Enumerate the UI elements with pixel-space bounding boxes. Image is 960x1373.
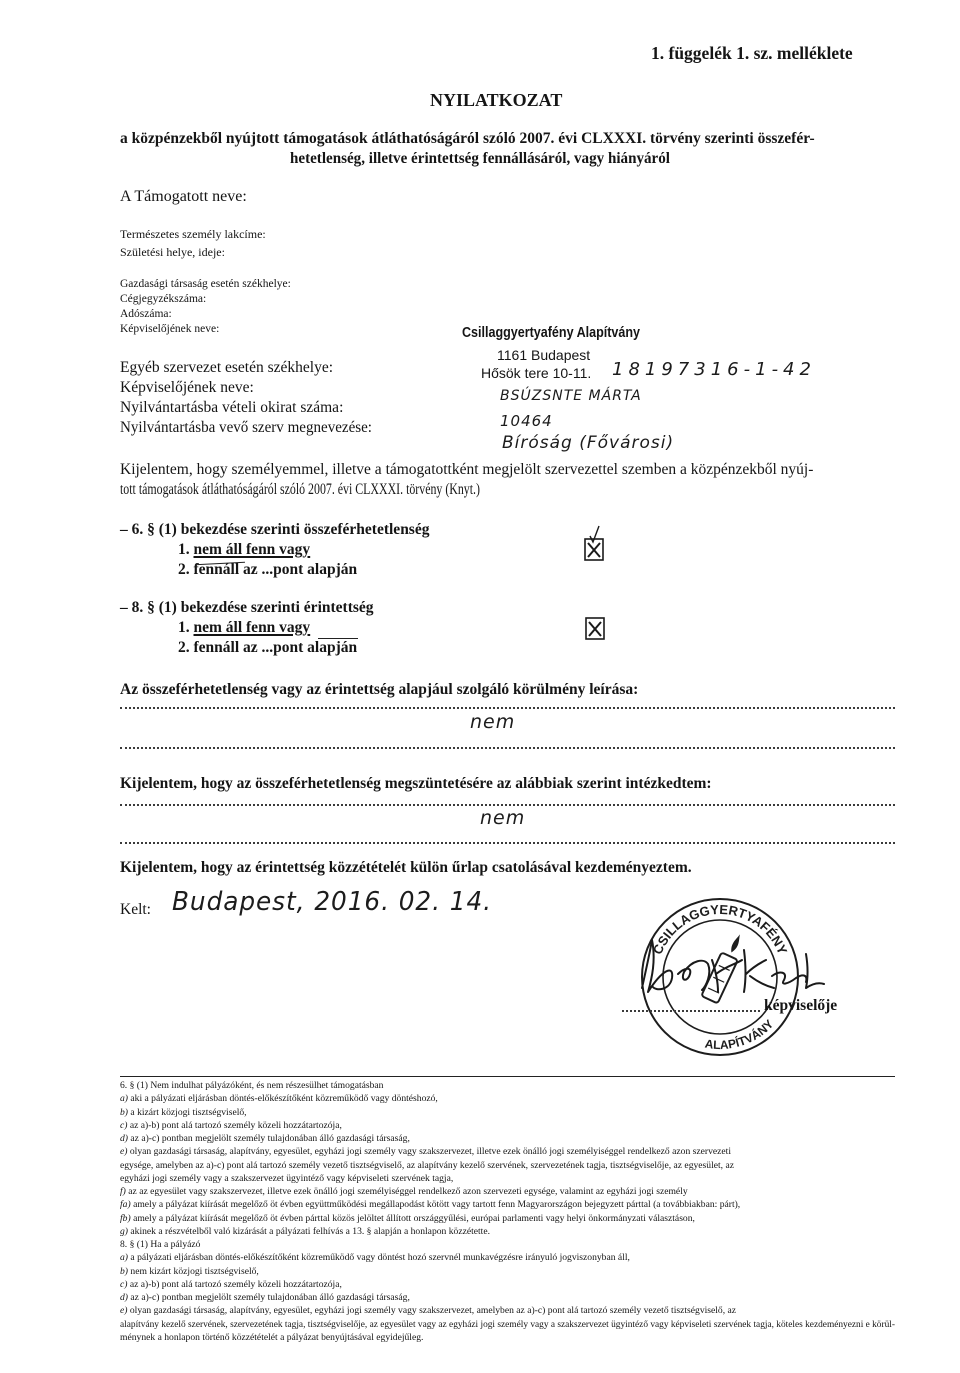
subtitle-line-2: hetetlenség, illetve érintettség fennállásáról, vagy hiányáról [290, 150, 670, 167]
signature-dotted-line [622, 1010, 760, 1012]
registration-document-label: Nyilvántartásba vételi okirat száma: [120, 399, 344, 416]
footnote-label: d) [120, 1133, 128, 1144]
measures-answer-handwritten: nem [480, 807, 526, 829]
footnote-separator [120, 1076, 895, 1077]
footnote-line [120, 1106, 247, 1119]
section-8-option-1-number: 1. [178, 619, 190, 636]
section-6-heading: – 6. § (1) bekezdése szerinti összeférhetetlenség [120, 521, 430, 538]
footnote-line [120, 1185, 688, 1198]
declaration-line-1: Kijelentem, hogy személyemmel, illetve a támogatottként megjelölt szervezettel szemben a közpénzekből nyúj- [120, 461, 814, 478]
section-8-option-1-text: nem áll fenn vagy [193, 619, 311, 636]
footnote-line [120, 1238, 200, 1251]
footnote-line [120, 1172, 453, 1185]
registration-number-handwritten: 10464 [500, 412, 553, 430]
footnote-label: a) [120, 1093, 128, 1105]
footnote-label: b) [120, 1106, 128, 1118]
footnote-line [120, 1119, 342, 1132]
supported-name-label: A Támogatott neve: [120, 188, 247, 205]
publication-statement: Kijelentem, hogy az érintettség közzétételét külön űrlap csatolásával kezdeményeztem. [120, 859, 692, 876]
footnote-line [120, 1304, 736, 1317]
footnote-line [120, 1318, 895, 1331]
footnote-label: e) [120, 1146, 128, 1158]
section-8-option-2: 2. fennáll az ...pont alapján [178, 639, 358, 656]
footnote-text: a pályázati eljárásban döntés-előkészítőként közreműködő vagy döntést hozó szervnél munkavégzésre irányuló jogviszonyban áll, [130, 1252, 630, 1264]
tax-number-handwritten: 18197316-1-42 [612, 359, 816, 380]
section-8-heading: – 8. § (1) bekezdése szerinti érintettség [120, 599, 374, 616]
stamp-bottom-text: ALAPÍTVÁNY [703, 1016, 777, 1053]
footnote-text: az a)-c) pontban megjelölt személy tulajdonában álló gazdasági társaság, [130, 1133, 410, 1144]
section-6-option-2: 2. fennáll az ...pont alapján [178, 561, 358, 578]
footnote-text: aki a pályázati eljárásban döntés-előkészítőként közreműködő vagy döntéshozó, [130, 1093, 438, 1105]
company-registration-number-label: Cégjegyzékszáma: [120, 293, 207, 305]
signatory-label: képviselője [764, 997, 838, 1014]
subtitle-line-1: a közpénzekből nyújtott támogatások átláthatóságáról szóló 2007. évi CLXXXI. törvény szerinti összefér- [120, 130, 815, 147]
checkbox-x-icon [585, 617, 605, 640]
circumstance-label: Az összeférhetetlenség vagy az érintettség alapjául szolgáló körülmény leírása: [120, 681, 639, 698]
footnote-text: az a)-b) pont alá tartozó személy közeli hozzátartozója, [129, 1278, 342, 1290]
footnotes [120, 1079, 895, 1344]
footnote-text: a kizárt közjogi tisztségviselő, [130, 1106, 247, 1118]
other-org-seat-label: Egyéb szervezet esetén székhelye: [120, 359, 334, 376]
company-representative-label: Képviselőjének neve: [120, 323, 220, 335]
footnote-text: 8. § (1) Ha a pályázó [120, 1239, 201, 1250]
footnote-text: egysége, amelyben az a)-c) pont alá tartozó személy vezető tisztségviselő, az alapítvány kezelő szervének, szervezetének tagja, tisztségviselője, az egyesület, az [120, 1159, 734, 1171]
footnote-text: amely a pályázat kiírását megelőző öt évben párttal közös jelöltet állított országgyűlési, európai parlamenti vagy helyi önkormányzati választáson, [133, 1212, 695, 1224]
section-6-option-1-text: nem áll fenn vagy [193, 541, 311, 558]
footnote-label: e) [120, 1305, 128, 1317]
section-6-checkbox[interactable] [584, 538, 604, 561]
footnote-text: egyházi jogi személy vagy a szakszervezet ügyintéző vagy képviseleti szervének tagja, [120, 1172, 454, 1184]
company-seat-label: Gazdasági társaság esetén székhelye: [120, 278, 291, 290]
footnote-text: nem kizárt közjogi tisztségviselő, [130, 1265, 259, 1277]
section-6-option-1-number: 1. [178, 541, 190, 558]
section-8-checkbox[interactable] [585, 617, 605, 640]
dotted-line [120, 747, 895, 749]
annex-reference: 1. függelék 1. sz. melléklete [651, 43, 853, 63]
footnote-line [120, 1251, 630, 1264]
footnote-label: c) [120, 1119, 128, 1131]
footnote-text: 6. § (1) Nem indulhat pályázóként, és nem részesülhet támogatásban [120, 1080, 384, 1091]
footnote-text: olyan gazdasági társaság, alapítvány, egyesület, egyházi jogi személy vagy szakszervezet, illetve ezek önálló jogi személyiséggel rendelkező azon szervezeti [129, 1146, 731, 1158]
birth-place-date-label: Születési helye, ideje: [120, 245, 225, 259]
footnote-text: olyan gazdasági társaság, alapítvány, egyesület, egyházi jogi személy vagy szakszervezet, amelyben az a)-c) pont alá tartozó személy vezető tisztségviselő, az [129, 1305, 737, 1317]
dotted-line [120, 842, 895, 844]
organisation-street-stamp: Hősök tere 10-11. [481, 365, 592, 381]
stamp-top-text: CSILLAGGYERTYAFÉNY [649, 901, 791, 957]
footnote-line [120, 1145, 731, 1158]
footnote-line [120, 1331, 423, 1344]
footnote-label: f) [120, 1186, 126, 1197]
footnote-label: d) [120, 1292, 128, 1303]
footnote-label: g) [120, 1225, 128, 1237]
checkbox-x-icon [584, 538, 604, 561]
footnote-line [120, 1212, 695, 1225]
footnote-text: az az egyesület vagy szakszervezet, illetve ezek önálló jogi személyiséggel rendelkező azon szervezeti egysége, valamint az egyházi jogi személy [128, 1186, 688, 1197]
footnote-line [120, 1079, 383, 1092]
company-tax-number-label: Adószáma: [120, 308, 172, 320]
registering-body-label: Nyilvántartásba vevő szerv megnevezése: [120, 419, 372, 436]
footnote-line [120, 1265, 259, 1278]
section-6-option-1 [178, 542, 310, 558]
footnote-text: alapítvány kezelő szervének, szervezetének tagja, tisztségviselője, az egyesület vagy az egyházi jogi személy vagy a szakszervezet ügyintéző vagy képviseleti szervének tagja, köteles kezdeményezni e körül- [120, 1318, 896, 1330]
footnote-text: akinek a részvételből való kizárását a pályázati felhívás a 13. § alapján a honlapon közzétette. [130, 1225, 491, 1237]
footnote-line [120, 1198, 740, 1211]
footnote-line [120, 1291, 410, 1304]
other-org-representative-label: Képviselőjének neve: [120, 379, 254, 396]
footnote-text: amely a pályázat kiírását megelőző öt évben együttműködési megállapodást kötött vagy tartott fenn Magyarországon bejegyzett párttal (a továbbiakban: párt), [133, 1199, 741, 1211]
organisation-name-stamp: Csillaggyertyafény Alapítvány [462, 325, 641, 341]
footnote-line [120, 1225, 490, 1238]
footnote-line [120, 1092, 438, 1105]
footnote-label: c) [120, 1278, 128, 1290]
footnote-line [120, 1278, 342, 1291]
measures-label: Kijelentem, hogy az összeférhetetlenség megszüntetésére az alábbiak szerint intézkedtem: [120, 775, 712, 792]
organisation-city-stamp: 1161 Budapest [497, 347, 591, 363]
circumstance-answer-handwritten: nem [470, 711, 516, 733]
dated-value-handwritten: Budapest, 2016. 02. 14. [172, 887, 492, 917]
footnote-label: fa) [120, 1199, 131, 1211]
footnote-text: az a)-b) pont alá tartozó személy közeli hozzátartozója, [129, 1119, 342, 1131]
footnote-label: b) [120, 1265, 128, 1277]
registering-body-handwritten: Bíróság (Fővárosi) [502, 433, 675, 453]
footnote-label: a) [120, 1252, 128, 1264]
footnote-text: ménynek a honlapon történő közzétételét a pályázat benyújtásával egyidejűleg. [120, 1331, 424, 1343]
representative-name-handwritten: BSÚZSNTE MÁRTA [500, 388, 642, 404]
natural-person-address-label: Természetes személy lakcíme: [120, 227, 266, 241]
section-8-option-1 [178, 620, 310, 636]
footnote-text: az a)-c) pontban megjelölt személy tulajdonában álló gazdasági társaság, [130, 1292, 410, 1303]
footnote-line [120, 1132, 410, 1145]
document-title: NYILATKOZAT [430, 90, 563, 110]
footnote-line [120, 1159, 734, 1172]
dotted-line [120, 804, 895, 806]
declaration-line-2: tott támogatások átláthatóságáról szóló 2007. évi CLXXXI. törvény (Knyt.) [120, 481, 480, 498]
footnote-label: fb) [120, 1212, 131, 1224]
dated-label: Kelt: [120, 901, 151, 918]
dotted-line [120, 707, 895, 709]
